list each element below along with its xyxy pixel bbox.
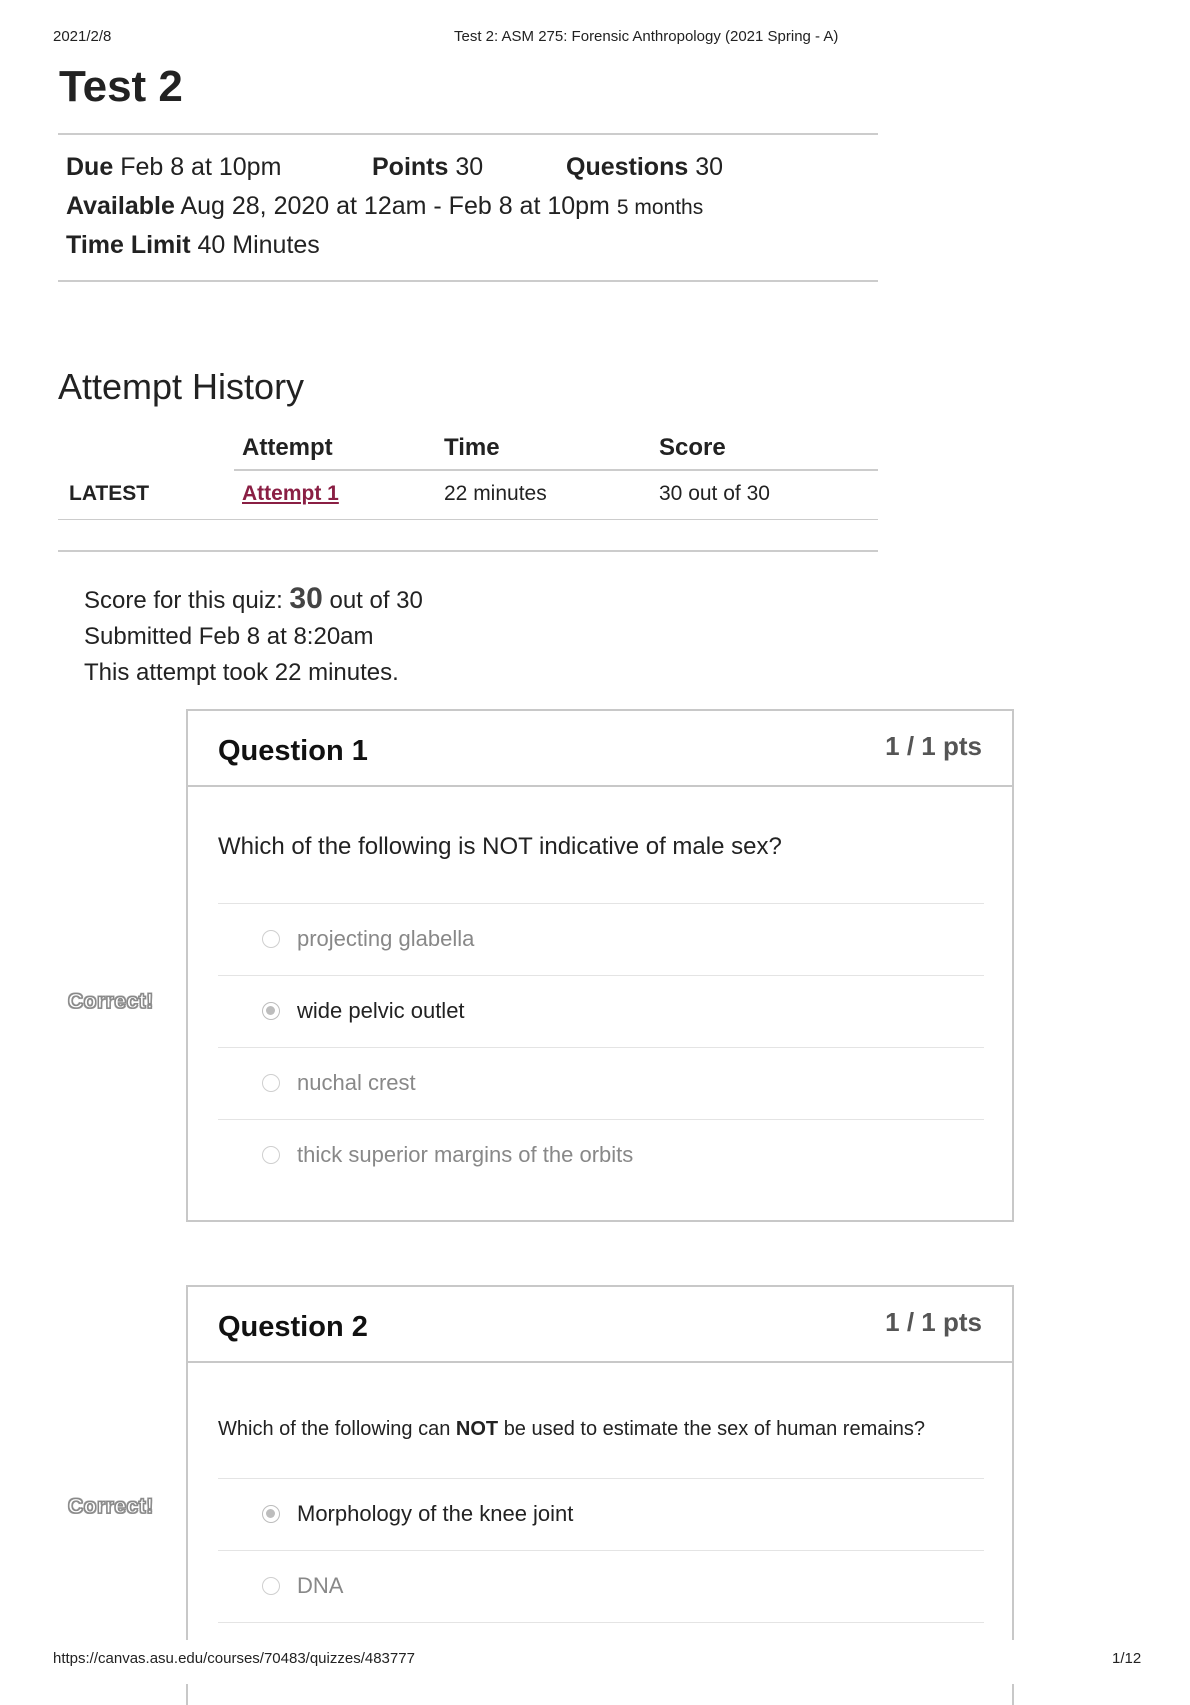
table-row-divider [58, 519, 878, 520]
question-title: Question 2 [218, 1311, 368, 1343]
available-duration: 5 months [616, 196, 704, 219]
answer-option-divider [218, 1622, 984, 1633]
question-points: 1 / 1 pts [885, 1307, 982, 1337]
question-header [188, 1287, 1012, 1363]
question-header [188, 711, 1012, 787]
divider [58, 550, 878, 552]
question-points: 1 / 1 pts [885, 731, 982, 761]
radio-icon[interactable] [262, 1074, 280, 1092]
radio-icon[interactable] [262, 1577, 280, 1595]
points-value: 30 [455, 153, 484, 181]
quiz-available [66, 187, 703, 227]
available-label: Available [66, 192, 175, 220]
answer-label: nuchal crest [297, 1070, 416, 1095]
attempt-history-heading: Attempt History [58, 366, 305, 407]
divider [58, 133, 878, 135]
questions-label: Questions [566, 153, 689, 181]
attempt-score: 30 out of 30 [659, 482, 770, 505]
question-1 [186, 709, 1014, 1222]
radio-selected-icon[interactable] [262, 1002, 280, 1020]
table-header-divider [234, 469, 878, 471]
attempt-1-link[interactable]: Attempt 1 [242, 482, 339, 505]
attempt-time: 22 minutes [444, 482, 547, 505]
due-label: Due [66, 153, 114, 181]
score-summary [84, 582, 423, 616]
quiz-points [372, 148, 483, 186]
print-page-title: Test 2: ASM 275: Forensic Anthropology (2021 Spring - A) [454, 28, 839, 45]
print-url: https://canvas.asu.edu/courses/70483/quizzes/483777 [53, 1650, 415, 1667]
page-title: Test 2 [59, 62, 183, 111]
answer-label: wide pelvic outlet [297, 998, 465, 1023]
points-label: Points [372, 153, 449, 181]
divider [58, 280, 878, 282]
column-header-attempt: Attempt [242, 434, 333, 461]
due-value: Feb 8 at 10pm [120, 153, 282, 181]
quiz-due [66, 148, 281, 186]
radio-selected-icon[interactable] [262, 1505, 280, 1523]
correct-tag: Correct! [68, 1495, 154, 1518]
answer-label: DNA [297, 1573, 344, 1598]
question-title: Question 1 [218, 735, 368, 767]
score-suffix: out of 30 [329, 587, 423, 614]
latest-tag: LATEST [69, 482, 150, 505]
submitted-time: Submitted Feb 8 at 8:20am [84, 623, 374, 650]
answer-option[interactable] [218, 903, 984, 976]
answer-label: Morphology of the knee joint [297, 1501, 574, 1526]
time-limit-value: 40 Minutes [197, 231, 320, 259]
question-text [218, 1418, 925, 1441]
answer-option-selected[interactable] [218, 1478, 984, 1551]
answer-option[interactable] [218, 1119, 984, 1192]
score-prefix: Score for this quiz: [84, 587, 283, 614]
column-header-score: Score [659, 434, 726, 461]
question-text-before: Which of the following can [218, 1418, 451, 1440]
questions-value: 30 [695, 153, 724, 181]
answer-option[interactable] [218, 1047, 984, 1120]
answer-label: thick superior margins of the orbits [297, 1142, 634, 1167]
quiz-time-limit [66, 226, 320, 264]
time-limit-label: Time Limit [66, 231, 191, 259]
question-text-after: be used to estimate the sex of human remains? [503, 1418, 926, 1440]
column-header-time: Time [444, 434, 500, 461]
available-value: Aug 28, 2020 at 12am - Feb 8 at 10pm [180, 192, 610, 220]
answer-option-selected[interactable] [218, 975, 984, 1048]
quiz-questions [566, 148, 723, 186]
correct-tag: Correct! [68, 990, 154, 1013]
print-page-number: 1/12 [1112, 1650, 1142, 1667]
attempt-duration: This attempt took 22 minutes. [84, 659, 399, 686]
radio-icon[interactable] [262, 1146, 280, 1164]
radio-icon[interactable] [262, 930, 280, 948]
question-text: Which of the following is NOT indicative of male sex? [218, 833, 782, 860]
score-value: 30 [289, 582, 323, 615]
answer-option[interactable] [218, 1550, 984, 1623]
answer-label: projecting glabella [297, 926, 475, 951]
question-text-emphasis: NOT [455, 1418, 499, 1440]
print-date: 2021/2/8 [53, 28, 112, 45]
